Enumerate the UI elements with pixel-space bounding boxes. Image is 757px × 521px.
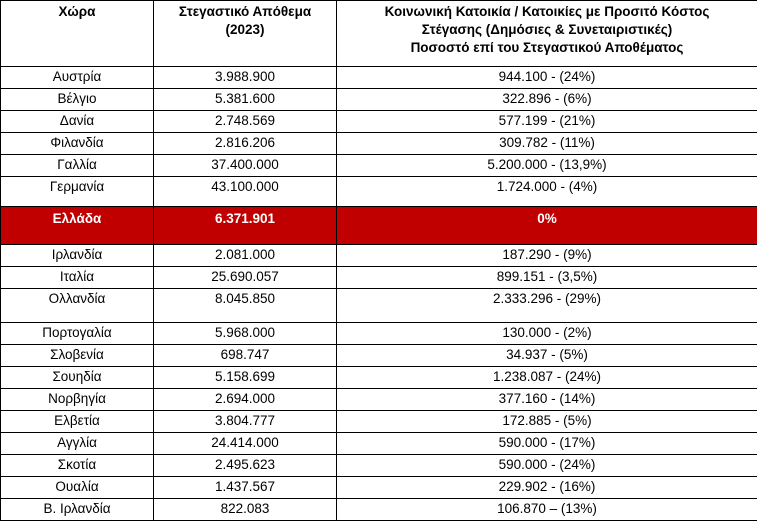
country-cell: Αγγλία	[1, 433, 154, 455]
table-row	[1, 177, 757, 207]
table-row	[1, 289, 757, 323]
stock-cell: 3.988.900	[154, 67, 337, 89]
social-cell: 590.000 - (24%)	[337, 455, 757, 477]
social-cell: 577.199 - (21%)	[337, 111, 757, 133]
country-cell: Ιρλανδία	[1, 245, 154, 267]
country-cell: Σλοβενία	[1, 345, 154, 367]
table-row	[1, 455, 757, 477]
stock-cell: 5.968.000	[154, 323, 337, 345]
table-row	[1, 345, 757, 367]
social-cell: 309.782 - (11%)	[337, 133, 757, 155]
table-row	[1, 155, 757, 177]
social-cell: 944.100 - (24%)	[337, 67, 757, 89]
social-cell: 899.151 - (3,5%)	[337, 267, 757, 289]
social-cell: 34.937 - (5%)	[337, 345, 757, 367]
table-row	[1, 411, 757, 433]
stock-cell: 2.081.000	[154, 245, 337, 267]
country-cell: Ελλάδα	[1, 207, 154, 245]
country-cell: Αυστρία	[1, 67, 154, 89]
country-cell: Νορβηγία	[1, 389, 154, 411]
header-social-housing: Κοινωνική Κατοικία / Κατοικίες με Προσιτό Κόστος Στέγασης (Δημόσιες & Συνεταιριστικές) Ποσοστό επί του Στεγαστικού Αποθέματος	[337, 1, 757, 67]
social-cell: 0%	[337, 207, 757, 245]
header-stock: Στεγαστικό Απόθεμα (2023)	[154, 1, 337, 67]
header-row	[1, 1, 757, 67]
country-cell: Σουηδία	[1, 367, 154, 389]
table-row	[1, 67, 757, 89]
country-cell: Ελβετία	[1, 411, 154, 433]
table-row	[1, 367, 757, 389]
country-cell: Πορτογαλία	[1, 323, 154, 345]
country-cell: Δανία	[1, 111, 154, 133]
social-cell: 377.160 - (14%)	[337, 389, 757, 411]
social-cell: 5.200.000 - (13,9%)	[337, 155, 757, 177]
social-cell: 106.870 – (13%)	[337, 499, 757, 521]
header-country: Χώρα	[1, 1, 154, 67]
stock-cell: 822.083	[154, 499, 337, 521]
country-cell: Ιταλία	[1, 267, 154, 289]
country-cell: Βέλγιο	[1, 89, 154, 111]
table-row	[1, 477, 757, 499]
country-cell: Σκοτία	[1, 455, 154, 477]
social-cell: 229.902 - (16%)	[337, 477, 757, 499]
table-row	[1, 267, 757, 289]
social-cell: 590.000 - (17%)	[337, 433, 757, 455]
country-cell: Γερμανία	[1, 177, 154, 207]
country-cell: Ολλανδία	[1, 289, 154, 323]
social-cell: 1.238.087 - (24%)	[337, 367, 757, 389]
table-row	[1, 499, 757, 521]
social-cell: 172.885 - (5%)	[337, 411, 757, 433]
table-row	[1, 323, 757, 345]
stock-cell: 1.437.567	[154, 477, 337, 499]
stock-cell: 25.690.057	[154, 267, 337, 289]
country-cell: Β. Ιρλανδία	[1, 499, 154, 521]
social-cell: 187.290 - (9%)	[337, 245, 757, 267]
stock-cell: 5.381.600	[154, 89, 337, 111]
table-row	[1, 111, 757, 133]
stock-cell: 2.816.206	[154, 133, 337, 155]
stock-cell: 2.694.000	[154, 389, 337, 411]
stock-cell: 37.400.000	[154, 155, 337, 177]
stock-cell: 698.747	[154, 345, 337, 367]
stock-cell: 43.100.000	[154, 177, 337, 207]
stock-cell: 3.804.777	[154, 411, 337, 433]
stock-cell: 2.495.623	[154, 455, 337, 477]
table-row	[1, 133, 757, 155]
country-cell: Ουαλία	[1, 477, 154, 499]
social-cell: 130.000 - (2%)	[337, 323, 757, 345]
table-row	[1, 389, 757, 411]
highlight-row-greece	[1, 207, 757, 245]
country-cell: Φιλανδία	[1, 133, 154, 155]
social-cell: 2.333.296 - (29%)	[337, 289, 757, 323]
social-cell: 1.724.000 - (4%)	[337, 177, 757, 207]
stock-cell: 6.371.901	[154, 207, 337, 245]
table-row	[1, 245, 757, 267]
social-cell: 322.896 - (6%)	[337, 89, 757, 111]
stock-cell: 8.045.850	[154, 289, 337, 323]
table-row	[1, 433, 757, 455]
stock-cell: 2.748.569	[154, 111, 337, 133]
stock-cell: 24.414.000	[154, 433, 337, 455]
country-cell: Γαλλία	[1, 155, 154, 177]
table-row	[1, 89, 757, 111]
stock-cell: 5.158.699	[154, 367, 337, 389]
